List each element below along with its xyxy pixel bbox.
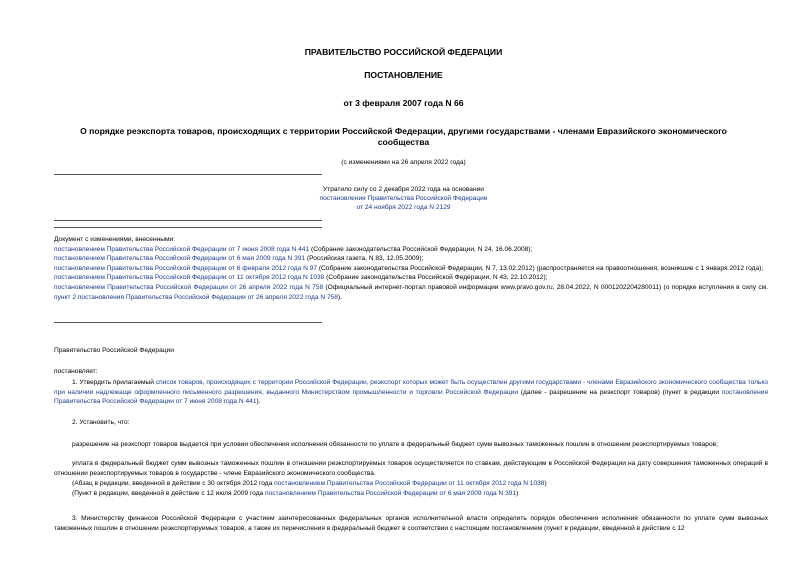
document-type: ПОСТАНОВЛЕНИЕ (364, 70, 443, 80)
change-source: (Российская газета, N 83, 12.05.2009); (305, 255, 424, 263)
note-text: (Пункт в редакции, введенной в действие с 12 июля 2009 года (72, 490, 266, 497)
note-2-link[interactable]: постановлением Правительства Российской Федерации от 6 мая 2009 года N 391 (265, 490, 517, 497)
paragraph-2 (54, 418, 768, 428)
change-source: ). (337, 293, 342, 301)
note-text: (Абзац в редакции, введенной в действие с 30 октября 2012 года (72, 480, 275, 487)
p2b-text: уплата в федеральный бюджет сумм вывозных таможенных пошлин в отношении реэкспортируемых товаров осуществляется по ставкам, действующим в Российской Федерации на дату совершения таможенных операций в отношении реэкспортируемых товаров в государстве - члене Евразийского экономического сообщества. (54, 460, 768, 477)
status-block (0, 185, 807, 212)
p1-text: 1. Утвердить прилагаемый (72, 379, 156, 386)
note-2 (54, 489, 768, 499)
status-line: Утратило силу со 2 декабря 2022 года на основании (323, 186, 484, 193)
p2a-text: разрешение на реэкспорт товаров выдается при условии обеспечения исполнения обязанности по уплате в федеральный бюджет сумм вывозных таможенных пошлин в отношении реэкспортируемых товаров; (72, 441, 718, 448)
changes-block (54, 235, 768, 302)
change-source: (Официальный интернет-портал правовой информации www.pravo.gov.ru, 28.04.2022, N 0001202204280011) (о порядке вступления в силу см. (323, 283, 768, 291)
decides-line: постановляет: (54, 368, 98, 375)
note-1-link[interactable]: постановлением Правительства Российской Федерации от 11 октября 2012 года N 1038 (274, 480, 545, 487)
changes-intro: Документ с изменениями, внесенными: (54, 236, 176, 243)
title-line-1: О порядке реэкспорта товаров, происходящих с территории Российской Федерации, другими государствами - членами Евразийского экономического (80, 126, 727, 136)
p1-text: ). (256, 398, 261, 406)
change-link[interactable]: постановлением Правительства Российской Федерации от 11 октября 2012 года N 1038 (54, 274, 325, 282)
p2-text: 2. Установить, что: (72, 419, 130, 426)
change-link[interactable]: пункт 2 постановления Правительства Российской Федерации от 26 апреля 2022 года N 758 (54, 293, 338, 301)
change-link[interactable]: постановлением Правительства Российской Федерации от 6 февраля 2012 года N 97 (54, 264, 318, 272)
divider (54, 220, 322, 221)
paragraph-3 (54, 514, 768, 533)
change-link[interactable]: постановлением Правительства Российской Федерации от 26 апреля 2022 года N 758 (54, 283, 324, 291)
note-1 (54, 479, 768, 489)
government-line: Правительство Российской Федерации (54, 347, 174, 354)
p1-amendment-link[interactable]: постановления Правительства Российской Федерации от 7 июня 2008 года N 441 (54, 388, 768, 406)
divider (54, 322, 322, 323)
change-link[interactable]: постановлением Правительства Российской Федерации от 6 мая 2009 года N 391 (54, 255, 306, 263)
amendments-note: (с изменениями на 26 апреля 2022 года) (341, 159, 466, 166)
change-item (54, 273, 768, 283)
change-item (54, 245, 768, 255)
divider (54, 227, 322, 228)
p3-text: 3. Министерству финансов Российской Федерации с участием заинтересованных федеральных органов исполнительной власти определить порядок обеспечения исполнения обязанности по уплате сумм вывозных таможенных пошлин в отношении реэкспортируемых товаров, а также их перечисления в федеральный бюджет в соответствии с настоящим постановлением (пункт в редакции, введенной в действие с 12 (54, 515, 768, 532)
change-item (54, 283, 768, 302)
paragraph-2b (54, 459, 768, 478)
paragraph-2a (54, 440, 768, 450)
paragraph-1 (54, 378, 768, 407)
change-source: (Собрание законодательства Российской Федерации, N 24, 16.06.2008); (309, 245, 533, 253)
note-text: ) (544, 480, 547, 487)
status-link-line-1[interactable]: постановления Правительства Российской Федерации (319, 195, 488, 202)
divider (54, 174, 322, 175)
title-line-2: сообщества (377, 137, 430, 147)
change-link[interactable]: постановлением Правительства Российской Федерации от 7 июня 2008 года N 441 (54, 245, 310, 253)
note-text: ) (516, 490, 519, 497)
goods-list-link[interactable]: список товаров, происходящих с территории Российской Федерации, реэкспорт которых может быть осуществлен другими государствами - членами Евразийского экономического сообщества только при наличии надлежаще оформленного письменного разрешения, выданного Министерством промышленности и торговли Российской Федерации (54, 379, 768, 396)
change-item (54, 254, 768, 264)
document-title (0, 126, 807, 148)
government-heading: ПРАВИТЕЛЬСТВО РОССИЙСКОЙ ФЕДЕРАЦИИ (304, 47, 503, 57)
change-source: (Собрание законодательства Российской Федерации, N 7, 13.02.2012) (распространяется на правоотношения, возникшие с 1 января 2012 года); (317, 264, 764, 272)
change-source: (Собрание законодательства Российской Федерации, N 43, 22.10.2012); (324, 274, 548, 282)
document-date-number: от 3 февраля 2007 года N 66 (343, 98, 464, 108)
p1-text: (далее - разрешение на реэкспорт товаров) (пункт в редакции (518, 388, 722, 396)
status-link-line-2[interactable]: от 24 ноября 2022 года N 2129 (356, 204, 451, 211)
change-item (54, 264, 768, 274)
